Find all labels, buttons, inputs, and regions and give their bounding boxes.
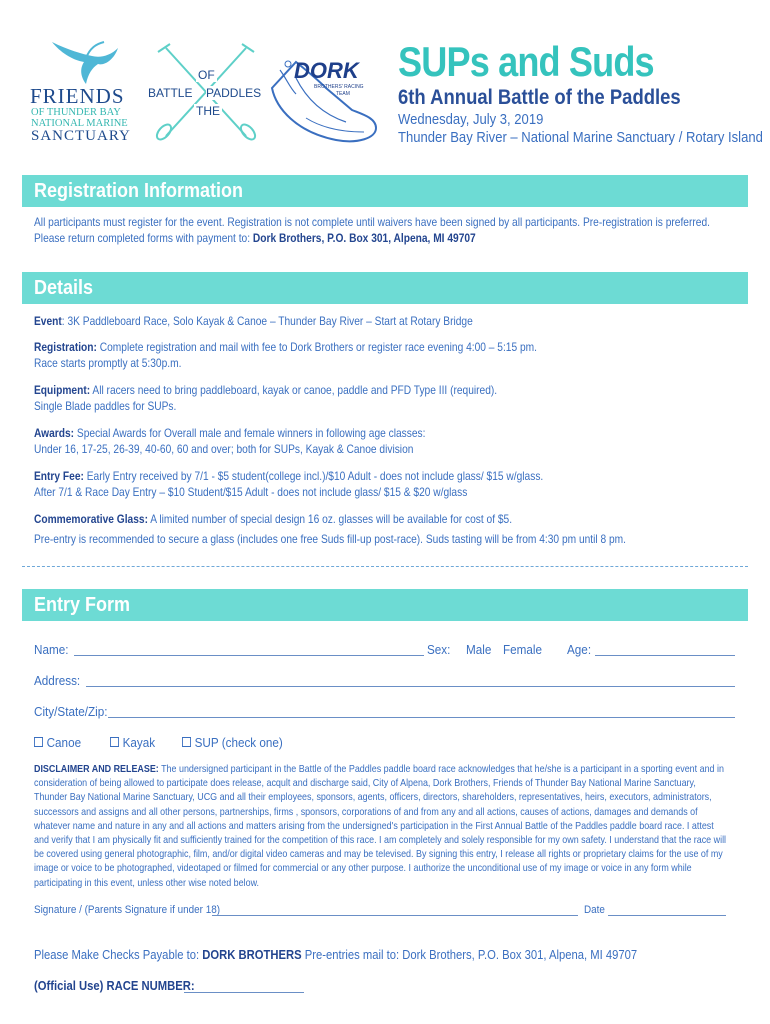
friends-logo-line1: FRIENDS	[30, 84, 125, 108]
entry-header-bar	[22, 589, 748, 621]
registration-line2: Please return completed forms with payment to: Dork Brothers, P.O. Box 301, Alpena, MI 49707	[34, 232, 476, 245]
dork-logo-team: TEAM	[336, 91, 350, 97]
battle-logo-battle: BATTLE	[148, 86, 193, 100]
signature-field[interactable]	[212, 914, 578, 916]
registration-address: Dork Brothers, P.O. Box 301, Alpena, MI 49707	[252, 232, 476, 245]
address-field[interactable]	[86, 685, 735, 687]
details-heading: Details	[34, 277, 94, 299]
sex-option-female[interactable]: Female	[503, 642, 543, 657]
checkbox-canoe[interactable]: Canoe	[34, 735, 81, 750]
checkbox-kayak[interactable]: Kayak	[110, 735, 155, 750]
city-state-zip-field[interactable]	[108, 716, 735, 718]
battle-logo-paddles: PADDLES	[206, 86, 262, 100]
friends-logo-line2: OF THUNDER BAY	[31, 107, 121, 118]
date-field[interactable]	[608, 914, 726, 916]
cut-line-divider	[22, 566, 748, 567]
signature-label: Signature / (Parents Signature if under 18)	[34, 904, 221, 916]
registration-text	[34, 215, 710, 247]
date-label: Date	[584, 904, 605, 916]
disclaimer-label: DISCLAIMER AND RELEASE:	[34, 764, 159, 775]
event-subtitle: 6th Annual Battle of the Paddles	[398, 86, 681, 109]
battle-logo-of: OF	[198, 68, 215, 82]
age-field[interactable]	[595, 654, 735, 656]
dork-logo-title: DORK	[294, 58, 359, 83]
checkbox-sup[interactable]: SUP (check one)	[182, 735, 283, 750]
event-date: Wednesday, July 3, 2019	[398, 112, 544, 128]
battle-logo	[146, 42, 266, 142]
checks-payee: DORK BROTHERS	[202, 948, 302, 962]
details-registration: Registration: Complete registration and mail with fee to Dork Brothers or register race evening 4:00 – 5:15 pm. Race starts promptly at 5:30p.m.	[34, 341, 537, 370]
friends-logo	[30, 38, 140, 148]
details-glass: Commemorative Glass: A limited number of special design 16 oz. glasses will be available for cost of $5. Pre-entry is recommended to secure a glass (includes one free Suds fill-up post-race). Suds tasting will be from 4:30 pm until 8 pm.	[34, 513, 627, 546]
details-header-bar	[22, 272, 748, 304]
friends-logo-line3: NATIONAL MARINE	[31, 118, 128, 129]
registration-heading: Registration Information	[34, 180, 244, 202]
dork-logo	[266, 48, 382, 148]
checks-payable-text: Please Make Checks Payable to: DORK BROTHERS Pre-entries mail to: Dork Brothers, P.O. Box 301, Alpena, MI 49707	[34, 948, 638, 962]
details-event: Event: 3K Paddleboard Race, Solo Kayak & Canoe – Thunder Bay River – Start at Rotary Bridge	[34, 315, 473, 328]
checkbox-icon	[110, 737, 119, 747]
address-label: Address:	[34, 673, 81, 688]
race-number-field[interactable]	[184, 991, 304, 993]
registration-header-bar	[22, 175, 748, 207]
official-use-label: (Official Use) RACE NUMBER:	[34, 979, 195, 993]
battle-logo-the: THE	[196, 104, 220, 118]
dork-logo-sub: BROTHERS' RACING	[314, 84, 364, 90]
friends-logo-line4: SANCTUARY	[31, 128, 131, 144]
details-awards: Awards: Special Awards for Overall male and female winners in following age classes: Under 16, 17-25, 26-39, 40-60, 60 and over; both for SUPs, Kayak & Canoe division	[34, 427, 426, 456]
details-equipment: Equipment: All racers need to bring paddleboard, kayak or canoe, paddle and PFD Type III (required). Single Blade paddles for SUPs.	[34, 384, 498, 413]
event-title: SUPs and Suds	[398, 38, 654, 85]
name-field[interactable]	[74, 654, 424, 656]
age-label: Age:	[567, 642, 592, 657]
checkbox-icon	[34, 737, 43, 747]
whale-tail-icon	[30, 38, 140, 88]
entry-heading: Entry Form	[34, 594, 131, 616]
details-entry-fee: Entry Fee: Early Entry received by 7/1 - $5 student(college incl.)/$10 Adult - does not include glass/ $15 w/glass. After 7/1 & Race Day Entry – $10 Student/$15 Adult - does not include glass/ $15 & $20 w/glass	[34, 470, 544, 499]
checkbox-icon	[182, 737, 191, 747]
sex-option-male[interactable]: Male	[466, 642, 492, 657]
name-label: Name:	[34, 642, 69, 657]
disclaimer-text: DISCLAIMER AND RELEASE: The undersigned participant in the Battle of the Paddles paddle board race acknowledges that he/she is a participant in a sporting event and in consideration of being allowed to participate does release, acqult and discharge said, City of Alpena, Dork Brothers, Friends of Thunder Bay National Marine Sanctuary, Thunder Bay National Marine Sanctuary, UCG and all their employees, sponsors, agents, officers, directors, shareholders, representatives, heirs, executors, administrators, successors and assigns and all other persons, partnerships, firms , sponsors, corporations of and from any and all actions, causes of actions, damages and demands of whatever name and nature in any and all actions and matters arising from the undersigned's participation in the First Annual Battle of the Paddles paddle board race. I attest and verify that I am physically fit and sufficiently trained for the competition of this race. I am completely and solely responsible for my own safety. I understand that the race will be covered using general photographic, film, and/or digital video cameras and may be televised. By signing this entry, I release all rights or proprietary claims for the use of my image or voice to be photographed, videotaped or filmed for commercial or any other purpose. I authorize the unconditional use of my image or voice in any form while participating in this event, unless other wise noted below.	[34, 764, 727, 889]
registration-line1: All participants must register for the event. Registration is not complete until waivers have been signed by all participants. Pre-registration is preferred.	[34, 216, 710, 229]
city-label: City/State/Zip:	[34, 704, 108, 719]
sex-label: Sex:	[427, 642, 451, 657]
event-location: Thunder Bay River – National Marine Sanctuary / Rotary Island	[398, 130, 763, 146]
